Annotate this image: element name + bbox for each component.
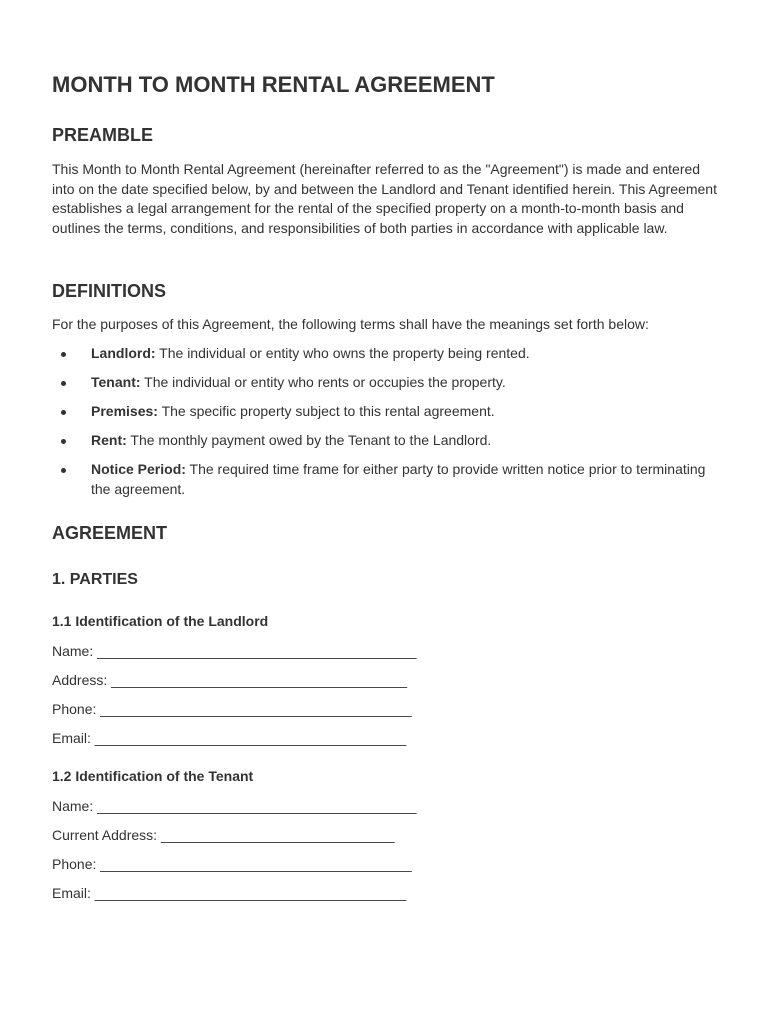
field-label: Address: bbox=[52, 672, 108, 688]
landlord-email-field[interactable] bbox=[52, 729, 406, 749]
definition-term: Notice Period: bbox=[91, 461, 186, 477]
parties-heading: 1. PARTIES bbox=[52, 571, 138, 588]
field-blank[interactable]: _________________________________________ bbox=[97, 798, 417, 814]
definitions-intro: For the purposes of this Agreement, the following terms shall have the meanings set forth below: bbox=[52, 316, 649, 332]
landlord-identification-heading: 1.1 Identification of the Landlord bbox=[52, 613, 269, 629]
field-label: Name: bbox=[52, 643, 94, 659]
preamble-text: This Month to Month Rental Agreement (hereinafter referred to as the "Agreement") is made and entered into on the date specified below, by and between the Landlord and Tenant identified herein. This Agreement establishes a legal arrangement for the rental of the specified property on a month-to-month basis and outlines the terms, conditions, and responsibilities of both parties in accordance with applicable law. bbox=[52, 161, 717, 236]
field-blank[interactable]: ________________________________________ bbox=[94, 730, 407, 746]
field-label: Email: bbox=[52, 885, 91, 901]
definition-item-rent bbox=[52, 431, 720, 451]
definition-item-landlord bbox=[52, 344, 720, 364]
tenant-identification-heading: 1.2 Identification of the Tenant bbox=[52, 768, 254, 784]
definitions-list bbox=[52, 344, 720, 509]
bullet-icon bbox=[61, 352, 66, 357]
field-label: Phone: bbox=[52, 701, 97, 717]
field-label: Email: bbox=[52, 730, 91, 746]
bullet-icon bbox=[61, 410, 66, 415]
field-blank[interactable]: _________________________________________ bbox=[97, 643, 417, 659]
agreement-heading: AGREEMENT bbox=[52, 523, 168, 543]
field-blank[interactable]: ________________________________________ bbox=[94, 885, 407, 901]
definition-term: Landlord: bbox=[91, 345, 156, 361]
definition-term: Premises: bbox=[91, 403, 158, 419]
bullet-icon bbox=[61, 468, 66, 473]
landlord-address-field[interactable] bbox=[52, 671, 407, 691]
document-title: MONTH TO MONTH RENTAL AGREEMENT bbox=[52, 72, 495, 97]
field-blank[interactable]: ________________________________________ bbox=[100, 701, 412, 717]
definition-text: The required time frame for either party to provide written notice prior to terminating the agreement. bbox=[91, 461, 706, 497]
tenant-phone-field[interactable] bbox=[52, 855, 412, 875]
tenant-email-field[interactable] bbox=[52, 884, 406, 904]
definition-text: The individual or entity who rents or occupies the property. bbox=[140, 374, 506, 390]
definition-text: The individual or entity who owns the property being rented. bbox=[155, 345, 530, 361]
definitions-heading: DEFINITIONS bbox=[52, 281, 167, 301]
landlord-phone-field[interactable] bbox=[52, 700, 412, 720]
definition-text: The specific property subject to this rental agreement. bbox=[157, 403, 495, 419]
tenant-name-field[interactable] bbox=[52, 797, 416, 817]
definition-term: Rent: bbox=[91, 432, 127, 448]
field-label: Phone: bbox=[52, 856, 97, 872]
bullet-icon bbox=[61, 439, 66, 444]
tenant-current-address-field[interactable] bbox=[52, 826, 395, 846]
landlord-name-field[interactable] bbox=[52, 642, 416, 662]
definition-item-notice-period bbox=[52, 460, 720, 499]
preamble-heading: PREAMBLE bbox=[52, 125, 154, 145]
definition-text: The monthly payment owed by the Tenant to the Landlord. bbox=[126, 432, 492, 448]
bullet-icon bbox=[61, 381, 66, 386]
definition-item-premises bbox=[52, 402, 720, 422]
field-blank[interactable]: ______________________________ bbox=[160, 827, 395, 843]
definition-item-tenant bbox=[52, 373, 720, 393]
field-label: Name: bbox=[52, 798, 94, 814]
field-blank[interactable]: ________________________________________ bbox=[100, 856, 412, 872]
field-blank[interactable]: ______________________________________ bbox=[111, 672, 408, 688]
definition-term: Tenant: bbox=[91, 374, 141, 390]
field-label: Current Address: bbox=[52, 827, 158, 843]
